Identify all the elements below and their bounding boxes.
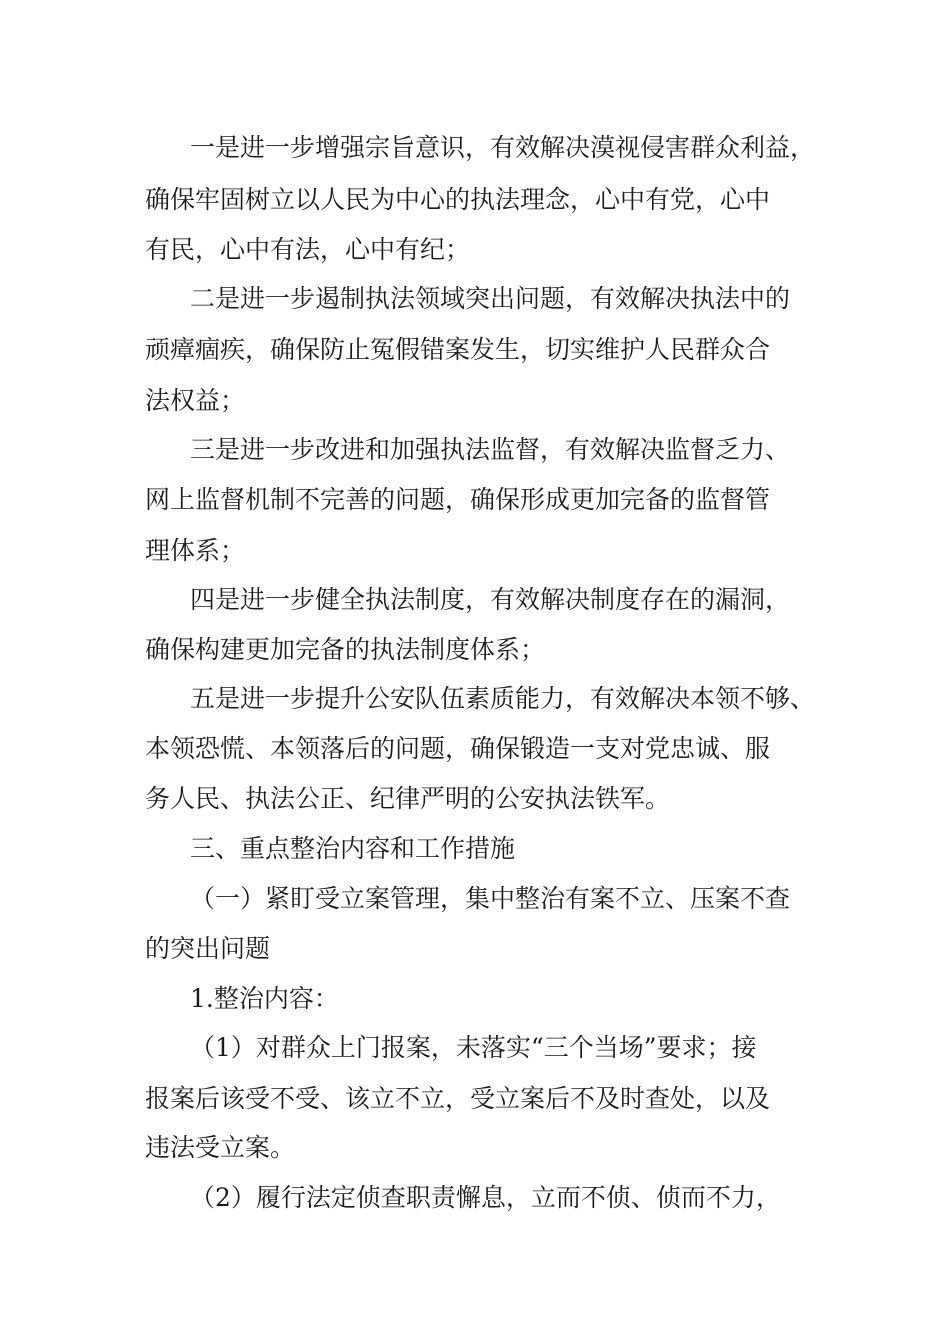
paragraph-2-line-2: 顽瘴痼疾，确保防止冤假错案发生，切实维护人民群众合 — [145, 335, 771, 364]
paragraph-4-line-1: 四是进一步健全执法制度，有效解决制度存在的漏洞， — [190, 585, 791, 614]
subsection-heading-line-1: （一）紧盯受立案管理，集中整治有案不立、压案不查 — [190, 884, 791, 913]
paragraph-3-line-3: 理体系； — [145, 536, 246, 565]
list-item-1-line-1: （1）对群众上门报案，未落实“三个当场”要求；接 — [190, 1033, 757, 1062]
paragraph-5-line-1: 五是进一步提升公安队伍素质能力，有效解决本领不够、 — [190, 684, 816, 713]
paragraph-3-line-1: 三是进一步改进和加强执法监督，有效解决监督乏力、 — [190, 435, 791, 464]
paragraph-2-line-1: 二是进一步遏制执法领域突出问题，有效解决执法中的 — [190, 284, 791, 313]
subsection-heading-line-2: 的突出问题 — [145, 934, 271, 963]
paragraph-1-line-3: 有民，心中有法，心中有纪； — [145, 235, 471, 264]
list-item-1-line-2: 报案后该受不受、该立不立，受立案后不及时查处，以及 — [145, 1084, 771, 1113]
paragraph-2-line-3: 法权益； — [145, 386, 246, 415]
paragraph-5-line-2: 本领恐慌、本领落后的问题，确保锻造一支对党忠诚、服 — [145, 734, 771, 763]
list-item-2-line-1: （2）履行法定侦查职责懈息，立而不侦、侦而不力， — [190, 1183, 781, 1212]
item-heading: 1.整治内容： — [190, 984, 339, 1013]
list-item-1-line-3: 违法受立案。 — [145, 1133, 296, 1162]
section-heading: 三、重点整治内容和工作措施 — [190, 834, 516, 863]
paragraph-3-line-2: 网上监督机制不完善的问题，确保形成更加完备的监督管 — [145, 485, 771, 514]
paragraph-1-line-2: 确保牢固树立以人民为中心的执法理念，心中有党，心中 — [145, 185, 771, 214]
paragraph-5-line-3: 务人民、执法公正、纪律严明的公安执法铁军。 — [145, 784, 671, 813]
paragraph-4-line-2: 确保构建更加完备的执法制度体系； — [145, 635, 546, 664]
paragraph-1-line-1: 一是进一步增强宗旨意识，有效解决漠视侵害群众利益， — [190, 133, 816, 162]
